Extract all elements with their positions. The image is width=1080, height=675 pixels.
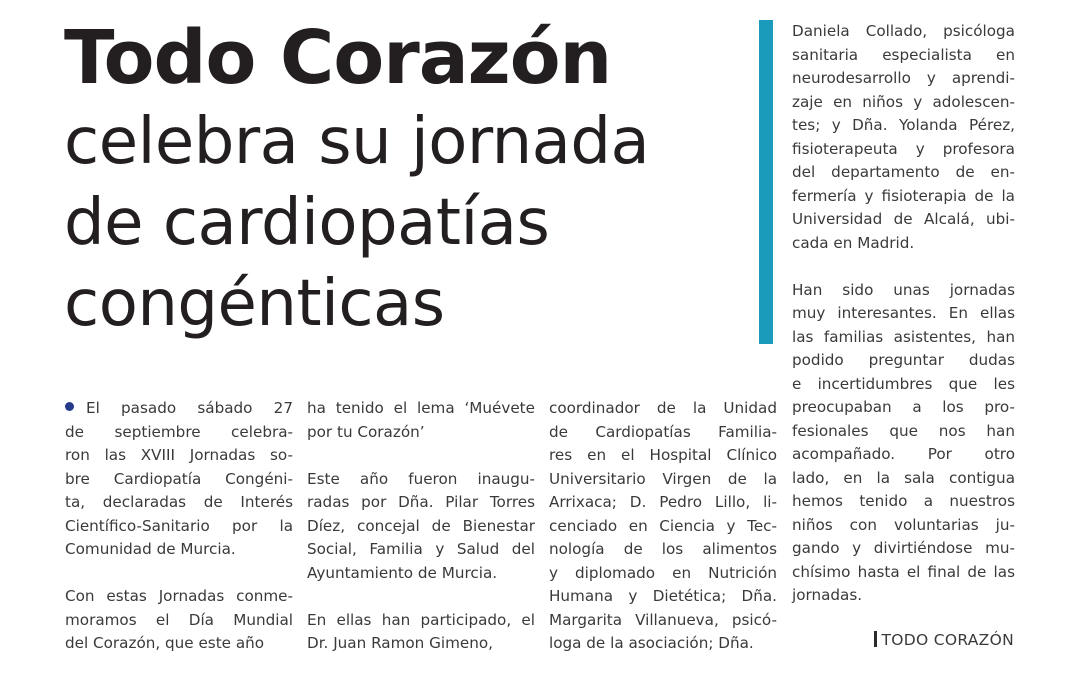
text-line: neurodesarrollo y aprendi-	[792, 69, 1015, 87]
text-line: muy interesantes. En ellas	[792, 304, 1015, 322]
text-line: Daniela Collado, psicóloga	[792, 22, 1015, 40]
text-line: Arrixaca; D. Pedro Lillo, li-	[549, 493, 777, 511]
text-line: preocupaban a los pro-	[792, 398, 1015, 416]
paragraph-gap	[307, 444, 535, 468]
signature	[874, 631, 1014, 649]
text-line: Díez, concejal de Bienestar	[307, 516, 535, 535]
headline	[64, 14, 649, 345]
text-line: Este año fueron inaugu-	[307, 469, 535, 488]
text-line: fesionales que nos han	[792, 421, 1015, 440]
paragraph-gap	[307, 585, 535, 609]
text-line: coordinador de la Unidad	[549, 399, 777, 417]
bullet-icon	[65, 402, 74, 411]
text-line: del Corazón, que este año	[65, 634, 265, 652]
text-line: Margarita Villanueva, psicó-	[549, 610, 777, 629]
body-column-4	[792, 20, 1015, 608]
text-line: de Cardiopatías Familia-	[549, 422, 777, 441]
text-line: podido preguntar dudas	[792, 351, 1015, 369]
text-line	[65, 397, 293, 421]
accent-bar	[759, 20, 773, 344]
paragraph-gap	[65, 562, 293, 586]
text-line: jornadas.	[792, 586, 863, 604]
text-line: hemos tenido a nuestros	[792, 492, 1015, 510]
headline-bold: Todo Corazón	[64, 15, 612, 101]
text-line: radas por Dña. Pilar Torres	[307, 493, 535, 511]
text-line: cenciado en Ciencia y Tec-	[549, 516, 777, 535]
text-line: loga de la asociación; Dña.	[549, 634, 754, 652]
body-column-1	[65, 397, 293, 656]
text-line: zaje en niños y adolescen-	[792, 92, 1015, 111]
text-line: En ellas han participado, el	[307, 610, 535, 629]
text-line: Han sido unas jornadas	[792, 280, 1015, 299]
text-line: de septiembre celebra-	[65, 422, 293, 441]
text-line: Científico-Sanitario por la	[65, 516, 293, 535]
text-line: bre Cardiopatía Congéni-	[65, 469, 293, 488]
text-line: fermería y fisioterapia de la	[792, 186, 1015, 205]
paragraph-gap	[792, 255, 1015, 279]
text-line: e incertidumbres que les	[792, 374, 1015, 393]
body-column-3	[549, 397, 777, 656]
body-column-2	[307, 397, 535, 656]
text-line: niños con voluntarias ju-	[792, 515, 1015, 534]
text-line: acompañado. Por otro	[792, 445, 1015, 463]
text-line: Social, Familia y Salud del	[307, 540, 535, 558]
headline-line-3: congénticas	[64, 267, 445, 341]
text-line: Con estas Jornadas conme-	[65, 587, 293, 605]
text-line: chísimo hasta el final de las	[792, 562, 1015, 581]
text-line: res en el Hospital Clínico	[549, 446, 777, 464]
text-line: ta, declaradas de Interés	[65, 493, 293, 511]
text-line: tes; y Dña. Yolanda Pérez,	[792, 116, 1015, 134]
text-line: ron las XVIII Jornadas so-	[65, 446, 293, 464]
text-line: y diplomado en Nutrición	[549, 563, 777, 582]
text-line-content: El pasado sábado 27	[86, 399, 293, 417]
text-line: Universitario Virgen de la	[549, 469, 777, 488]
text-line: Universidad de Alcalá, ubi-	[792, 210, 1015, 228]
text-line: gando y divirtiéndose mu-	[792, 539, 1015, 557]
text-line: fisioterapeuta y profesora	[792, 139, 1015, 158]
text-line: del departamento de en-	[792, 163, 1015, 181]
text-line: Humana y Dietética; Dña.	[549, 587, 777, 605]
headline-line-2: de cardiopatías	[64, 186, 550, 260]
text-line: por tu Corazón’	[307, 422, 425, 441]
text-line: ha tenido el lema ‘Muévete	[307, 399, 535, 417]
text-line: sanitaria especialista en	[792, 45, 1015, 64]
text-line: las familias asistentes, han	[792, 327, 1015, 346]
text-line: nología de los alimentos	[549, 540, 777, 558]
text-line: Dr. Juan Ramon Gimeno,	[307, 634, 494, 652]
headline-line-1: celebra su jornada	[64, 105, 650, 179]
signature-bar-icon	[874, 631, 877, 647]
text-line: cada en Madrid.	[792, 233, 915, 252]
signature-text: TODO CORAZÓN	[881, 631, 1014, 649]
text-line: Comunidad de Murcia.	[65, 540, 236, 558]
text-line: Ayuntamiento de Murcia.	[307, 563, 498, 582]
text-line: moramos el Día Mundial	[65, 610, 293, 629]
text-line: lado, en la sala contigua	[792, 468, 1015, 487]
